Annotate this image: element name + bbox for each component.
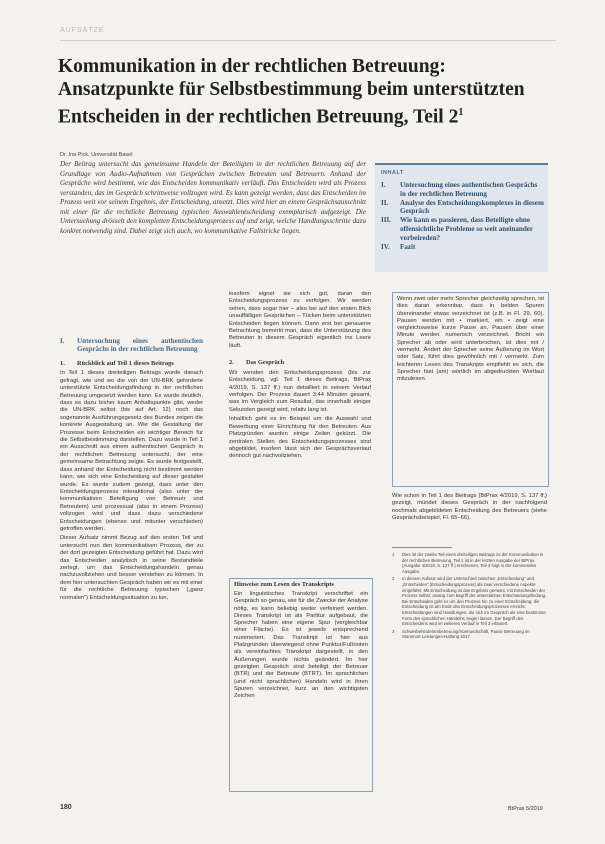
subsection-heading: [60, 360, 203, 368]
hint-box-text: [234, 591, 368, 700]
hint-box-text: [397, 296, 544, 384]
section-number: I.: [60, 337, 65, 345]
article-title: [58, 55, 554, 129]
article-title-text: Kommunikation in der rechtlichen Betreuung: Ansatzpunkte für Selbstbestimmung beim unterstützten Entscheiden in der rechtlichen Betreuung, Teil 2: [58, 56, 525, 128]
footnote-divider: [392, 547, 452, 548]
section-divider: [60, 40, 556, 41]
toc-item-text: Fazit: [400, 242, 416, 251]
subsection-heading: [229, 359, 371, 367]
footnote-text: In diesem Aufsatz wird der Unterschied zwischen „Entscheidung“ und „Entscheiden“ (Entscheidungsprozess) als zwei verschiedene Aspekte eingeführt. Mit Entscheidung ist das Ergebnis gemeint, mit Entscheiden der Prozess selbst; analog zum Begriff der unterstützten Entscheidungsfindung. Bei Entscheiden geht es um den Prozess hin zu einer Entscheidung, die Entscheidung ist am Ende des Entscheidungsprozesses erreicht. Entscheidungen sind Handlungen, die sich im Gespräch als eine bestimmte Form des sprachlichen Handelns zeigen lassen. Der Begriff des Entscheidens wird im weiteren Verlauf in Teil 3 erläutert.: [402, 576, 547, 627]
toc-item-number: III.: [381, 216, 392, 225]
table-of-contents: [375, 163, 548, 272]
toc-item-number: I.: [381, 181, 386, 189]
abstract: Der Beitrag untersucht das gemeinsame Handeln der Beteiligten in der rechtlichen Betreuung auf der Grundlage von Audio-Aufnahmen von Gesprächen zwischen Betreuten und Betreuern. Anhand der Gespräche wird bestimmt, wie das Entscheiden kommunikativ verläuft. Das Entscheiden wird als Prozess verstanden, das im Gespräch schrittweise vollzogen wird. Es kann gezeigt werden, dass das Entscheiden im Prozess weit vor seinem Ergebnis, der Entscheidung, ansetzt. Dies wird hier an einem Gesprächsausschnitt mit einer für die rechtliche Betreuung typischen Auswahlentscheidung exemplarisch aufgezeigt. Die Untersuchung drösselt den kompletten Entscheidungsprozess auf und zeigt, welche Handlungsschritte dazu konkret notwendig sind. Dabei zeigt sich auch, wo kommunikative Fallstricke liegen.: [60, 160, 366, 235]
section-heading: [60, 337, 203, 354]
toc-item-text: Untersuchung eines authentischen Gesprächs in der rechtlichen Betreuung: [400, 181, 538, 198]
toc-item: [381, 199, 545, 217]
body-paragraph: insofern eignet sie sich gut, daran den Entscheidungsprozess zu verfolgen. Wir werden sehen, dass sogar hier – also bei auf den ersten Blick unauffälligen Gesprächen – Tücken beim unterstützten Entscheiden liegen können. Dann erst bei genauerer Betrachtung bemerkt man, dass die Unterstützung des Betreuten in diesem Gespräch eigentlich ins Leere läuft.: [229, 291, 371, 349]
footnote-number: 3: [392, 628, 395, 634]
body-paragraph: Dieser Aufsatz nimmt Bezug auf den ersten Teil und untersucht nun den kommunikativen Prozess, der zu der dort gezeigten Entscheidung geführt hat. Dazu wird das Entscheiden analytisch in seine Bestandteile zerlegt, um das Entscheidungshandeln genau nachzuvollziehen und besser verstehen zu können. In dem hier untersuchten Gespräch haben wir es mit einer für die rechtliche Betreuung typischen („ganz normalen“) Entscheidungssituation zu tun,: [60, 535, 203, 601]
toc-item-text: Analyse des Entscheidungskomplexes in diesem Gespräch: [400, 198, 544, 216]
subsection-number: 1.: [60, 359, 65, 367]
author-line: Dr. Ina Pick, Universität Basel: [60, 152, 133, 158]
hint-paragraph: Wenn zwei oder mehr Sprecher gleichzeitig sprechen, ist dies daran erkennbar, dass in beiden Spuren übereinander etwas verzeichnet ist (z.B. in Fl. 29, 60). Pausen werden mit • markiert, ein • zeigt eine vergleichsweise kurze Pause an, Pausen über einer Minute werden numerisch verzeichnet. Bricht ein Sprecher ab oder wird unterbrochen, ist dies mit / vermerkt. Ändert der Sprecher seine Äußerung im Wort oder Satz, führt dies gewöhnlich mit / vermerkt. Zum leichteren Lesen des Transkripts empfiehlt es sich, die Sprecher fast (am) wörtlich im abgedruckten Wortlaut mitzulesen.: [397, 296, 544, 383]
toc-item-number: II.: [381, 198, 389, 207]
page-number: 180: [60, 804, 72, 811]
transcript-hint-box-continued: [392, 292, 549, 487]
toc-item: [381, 181, 545, 199]
title-footnote-marker: 1: [458, 107, 464, 118]
column-right: [392, 493, 547, 525]
footnote-number: 1: [392, 552, 395, 557]
hint-box-title: Hinweise zum Lesen des Transkripts: [234, 581, 334, 588]
subsection-heading-text: Rückblick auf Teil 1 dieses Beitrags: [77, 359, 174, 367]
column-middle: [229, 291, 371, 463]
section-heading-text: Untersuchung eines authentischen Gesprächs in der rechtlichen Betreuung: [77, 337, 203, 354]
toc-list: [381, 181, 545, 251]
subsection-heading-text: Das Gespräch: [246, 359, 285, 367]
footnote-text: Dies ist der zweite Teil eines dreiteiligen Beitrags zu der Kommunikation in der rechtlichen Betreuung. Teil 1 ist in der letzten Ausgabe der BtPrax (Ausgabe 4/2019, S. 137 ff.) erschienen, Teil 3 folgt in der kommenden Ausgabe.: [402, 552, 544, 574]
transcript-hint-box: [229, 578, 373, 792]
section-tag: AUFSÄTZE: [60, 27, 105, 34]
footnote: [392, 576, 547, 626]
footnote: [392, 552, 547, 574]
toc-item-text: Wie kann es passieren, dass Beteiligte ohne offensichtliche Probleme so weit aneinander vorbeireden?: [400, 216, 533, 242]
footnote-number: 2: [392, 576, 395, 582]
toc-item: [381, 216, 545, 242]
body-paragraph: Inhaltlich geht es im Beispiel um die Auswahl und Bewerbung einer Einrichtung für den Betreuten. Aus Platzgründen wurden einige Zeilen gekürzt. Die zentralen Stellen des Entscheidungsprozesses sind abgebildet, insofern lässt sich der Gesprächsverlauf dennoch gut nachvollziehen.: [229, 416, 371, 460]
body-paragraph: In Teil 1 dieses dreiteiligen Beitrags wurde danach gefragt, wie und wo die von der UN-BRK geforderte unterstützte Entscheidungsfindung in der rechtlichen Betreuung umgesetzt werden kann. Es wurde deutlich, dass es dazu bisher kaum Anhaltspunkte gibt, weder die UN-BRK selbst (bis auf Art. 12) noch das sogenannte Ausführungsgesetz des Bundes zeigen die konkrete Ausgestaltung an. Wie die Gestaltung der Prozesse beim Entscheiden ein wichtiger Bereich für die Selbstbestimmung darstellen. Dazu wurde in Teil 1 ein Ausschnitt aus einem authentischen Gespräch in der rechtlichen Betreuung untersucht, der eine gemeinsame Betrachtung zeigte. Es wurde festgestellt, dass anhand der Entscheidung nicht bestimmt werden kann, wie sich eine Entscheidung auf dieser gestaltet wurde. Es wurde zudem gezeigt, dass unter den Entscheidungsprozess interaktional (also unter der kommunikativen Beteiligung von Betreuer und Betreutem) und prozessual (also in einem Prozess) vollzogen wird und dass dazu verschiedene Entscheidungen (ebenso und mitunter verschieden) getroffen werden.: [60, 370, 203, 532]
toc-item-number: IV.: [381, 242, 390, 251]
subsection-number: 2.: [229, 359, 234, 367]
body-paragraph: Wir wenden den Entscheidungsprozess (bis zur Entscheidung, vgl. Teil 1 dieses Beitrags, BtPrax 4/2019, S. 137 ff.) nun detailliert in seinem Verlauf verfolgen. Der Prozess dauert 3:44 Minuten gesamt, was im Vergleich zum Resultat, das innerhalb einiger Sekunden gezeigt wird, relativ lang ist.: [229, 369, 371, 413]
footnote: [392, 629, 547, 640]
footnote-text: Schwerbehindertenbetreuung/Vormundschaft, Pause Betreuung im Stammort Leistungen-Haltung 2017: [402, 628, 530, 640]
journal-issue: BtPrax 5/2019: [508, 806, 543, 812]
toc-title: INHALT: [381, 170, 404, 176]
footnotes: [392, 552, 547, 642]
toc-item: [381, 243, 545, 252]
body-paragraph: Wie schon in Teil 1 des Beitrags (BtPrax 4/2019, S. 137 ff.) gezeigt, mündet dieses Gespräch in der nachfolgend nochmals abgebildeten Entscheidung des Betreuers (siehe Gesprächsbeispiel, Fl. 65–66).: [392, 493, 547, 522]
hint-paragraph: Ein linguistisches Transkript verschriftet ein Gespräch so genau, wie für die Zwecke der Analyse nötig, es kann beliebig weiter verfeinert werden. Dieses Transkript ist als Partitur aufgebaut, die Sprecher haben eine eigene Spur (vergleichbar einer Fläche). Es ist jeweils entsprechend nummeriert. Das Transkript ist hier aus Platzgründen überwiegend ohne Punktur/Fußnoten als vereinfachtes Transkript dargestellt, in den Äußerungen wurde nichts geändert. Im hier gezeigten Gespräch sind beteiligt der Betreuer (BTR) und der Betreute (BTRT). Im sprachlichen (und nicht sprachlichen) Handeln wird in ihren Spuren verzeichnet, kurz an den wichtigsten Zeichen: [234, 591, 368, 700]
column-left: [60, 337, 203, 604]
